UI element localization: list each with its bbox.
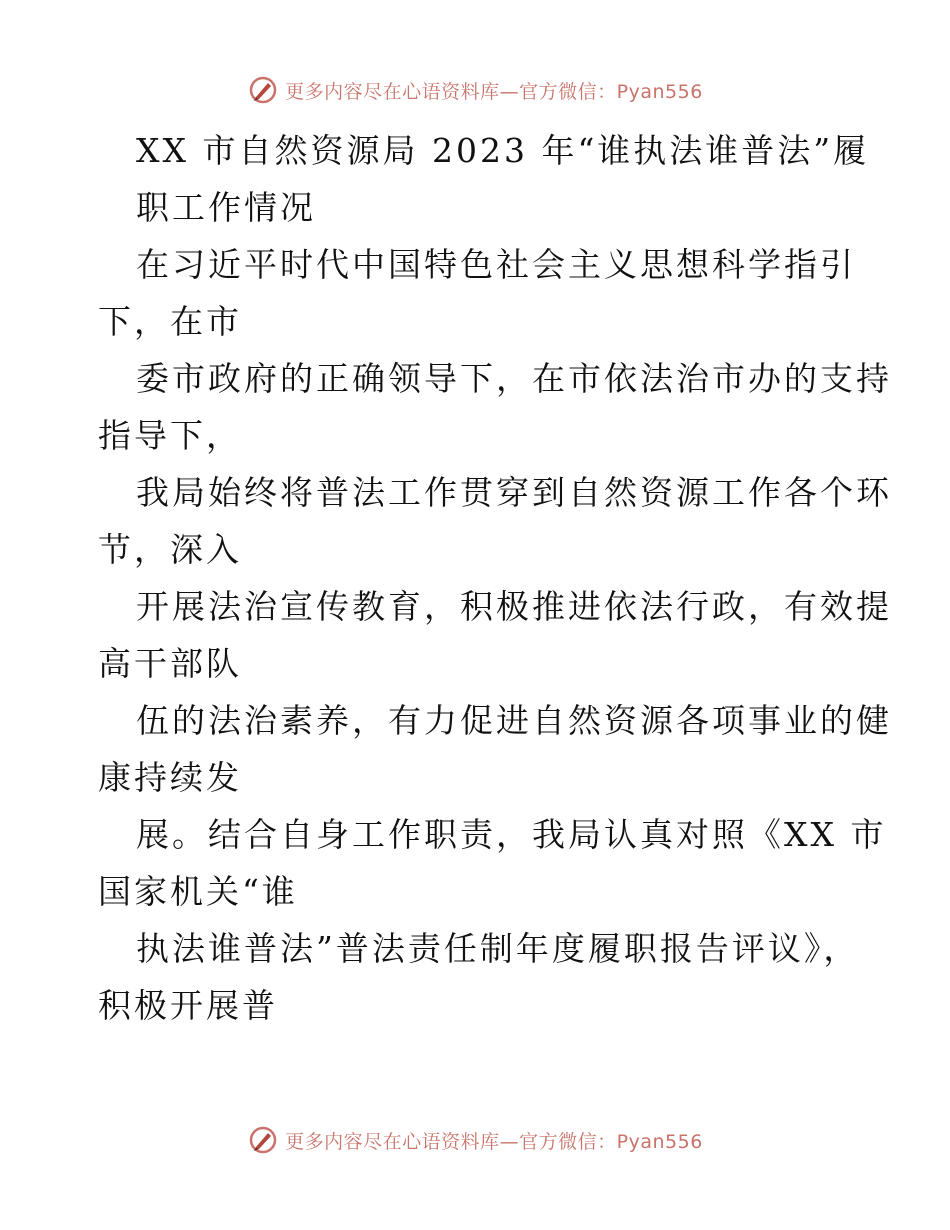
watermark-footer (0, 1120, 950, 1160)
watermark-header (0, 70, 950, 110)
paragraph-line: 高干部队 (98, 644, 242, 683)
paragraph-line: 委市政府的正确领导下，在市依法治市办的支持 (136, 359, 892, 398)
paragraph-line: 节，深入 (98, 530, 242, 569)
paragraph-line: 指导下， (98, 416, 242, 455)
title-line-2: 职工作情况 (136, 188, 316, 227)
pen-logo-icon (247, 1124, 279, 1156)
pen-logo-icon (247, 74, 279, 106)
watermark-text: 更多内容尽在心语资料库—官方微信：Pyan556 (285, 80, 703, 103)
paragraph-line: 伍的法治素养，有力促进自然资源各项事业的健 (136, 701, 892, 740)
paragraph-line: 积极开展普 (98, 986, 278, 1025)
paragraph-line: 康持续发 (98, 758, 242, 797)
paragraph-line: 在习近平时代中国特色社会主义思想科学指引 (136, 245, 856, 284)
paragraph-line: 开展法治宣传教育，积极推进依法行政，有效提 (136, 587, 892, 626)
paragraph-line: 执法谁普法”普法责任制年度履职报告评议》， (136, 929, 860, 968)
document-body (98, 122, 892, 1034)
paragraph-line: 国家机关“谁 (98, 872, 298, 911)
paragraph-line: 展。结合自身工作职责，我局认真对照《XX 市 (136, 815, 887, 854)
paragraph-line: 下，在市 (98, 302, 242, 341)
paragraph-line: 我局始终将普法工作贯穿到自然资源工作各个环 (136, 473, 892, 512)
watermark-text: 更多内容尽在心语资料库—官方微信：Pyan556 (285, 1130, 703, 1153)
title-line-1: XX 市自然资源局 2023 年“谁执法谁普法”履 (136, 131, 870, 170)
